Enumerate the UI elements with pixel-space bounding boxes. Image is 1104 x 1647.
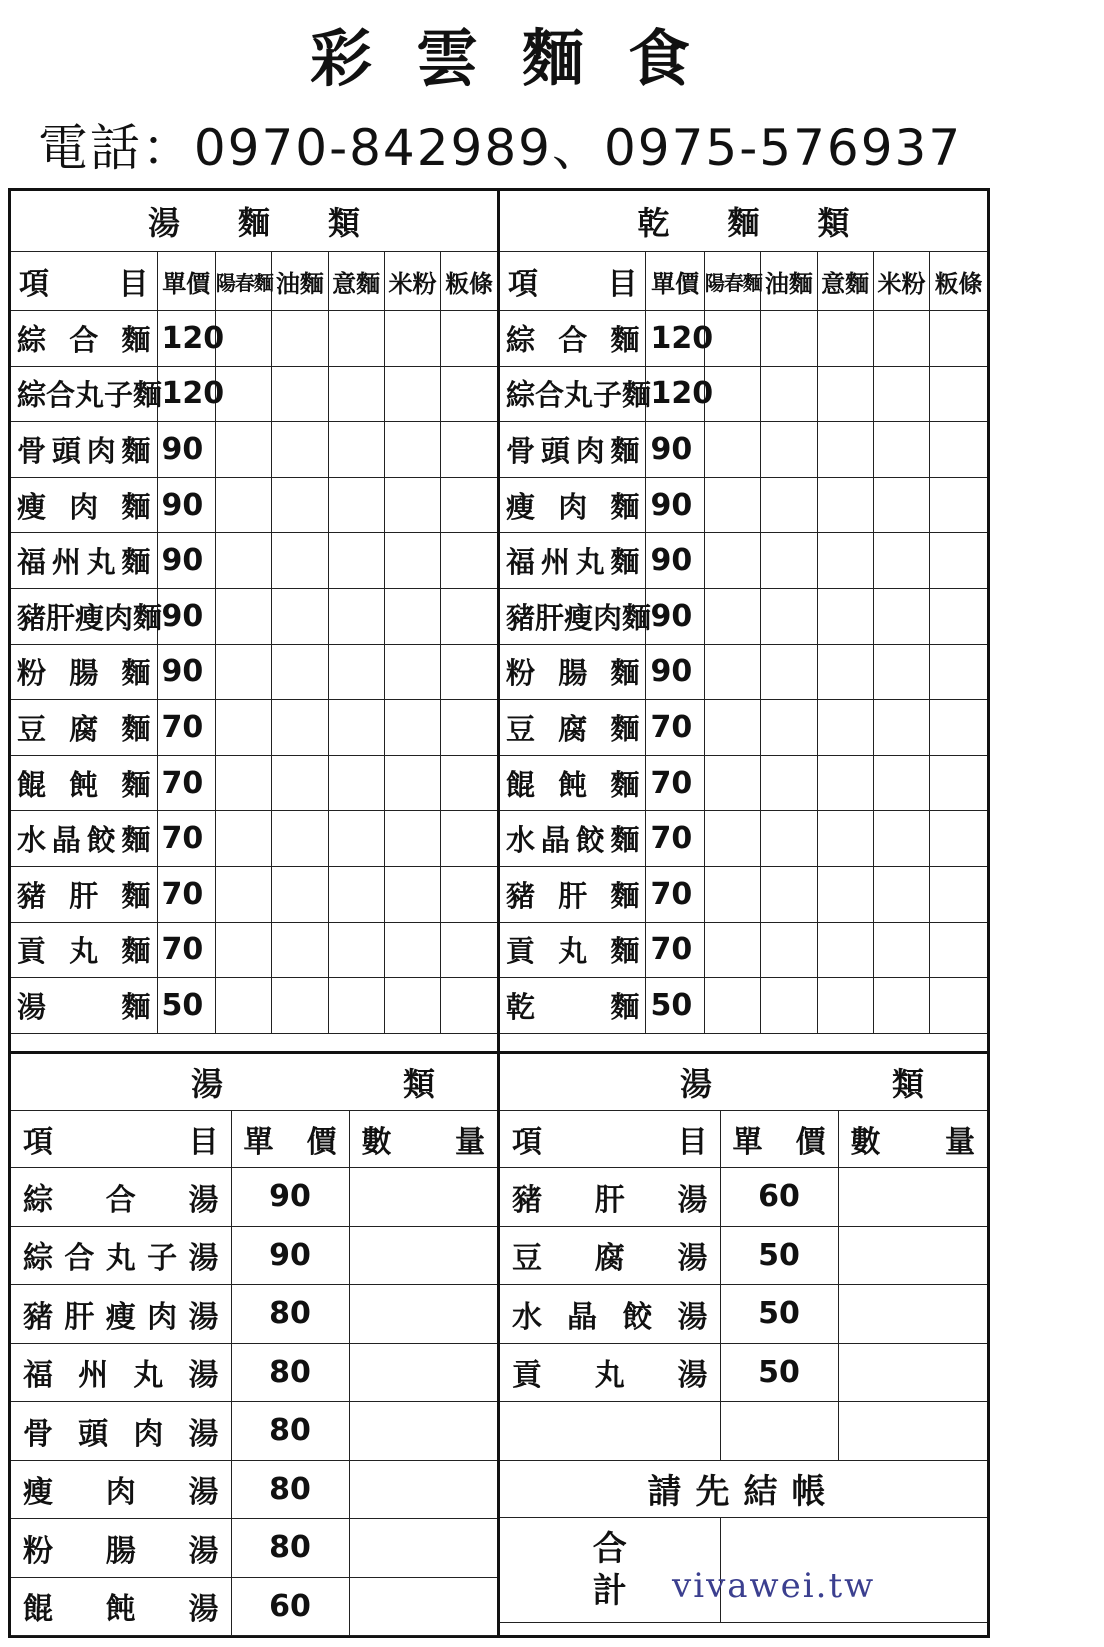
quantity-cell[interactable] (817, 422, 873, 478)
item-name: 豆腐湯 (500, 1226, 720, 1285)
section-title: 乾麵類 (500, 191, 987, 252)
item-price: 70 (646, 866, 704, 922)
item-price: 90 (157, 644, 215, 700)
item-name: 水晶餃麵 (11, 811, 157, 867)
quantity-cell[interactable] (930, 311, 987, 367)
item-price: 80 (231, 1519, 349, 1578)
quantity-cell[interactable] (441, 422, 497, 478)
item-name: 骨頭肉麵 (11, 422, 157, 478)
quantity-cell[interactable] (930, 422, 987, 478)
quantity-cell[interactable] (328, 811, 384, 867)
quantity-cell[interactable] (930, 811, 987, 867)
quantity-cell[interactable] (761, 422, 817, 478)
column-header: 單價 (231, 1111, 349, 1168)
quantity-cell[interactable] (873, 866, 929, 922)
quantity-cell[interactable] (817, 700, 873, 756)
item-price: 70 (157, 866, 215, 922)
item-price: 90 (157, 422, 215, 478)
item-name: 水晶餃湯 (500, 1285, 720, 1344)
item-price: 90 (646, 477, 704, 533)
quantity-cell[interactable] (873, 978, 929, 1034)
quantity-cell[interactable] (328, 755, 384, 811)
table-row (500, 755, 987, 811)
table-row (11, 1460, 497, 1519)
item-name: 骨頭肉湯 (11, 1402, 231, 1461)
quantity-cell[interactable] (817, 477, 873, 533)
quantity-cell[interactable] (704, 978, 760, 1034)
pay-first-note: 請先結帳 (500, 1460, 987, 1517)
column-headers (500, 1111, 987, 1168)
quantity-cell[interactable] (215, 811, 271, 867)
quantity-cell[interactable] (704, 755, 760, 811)
quantity-cell[interactable] (384, 866, 440, 922)
table-row (11, 533, 497, 589)
item-price: 50 (646, 978, 704, 1034)
table-row (11, 1343, 497, 1402)
column-headers (500, 252, 987, 311)
table-row (500, 1343, 987, 1402)
item-name: 粉腸麵 (11, 644, 157, 700)
item-name: 豬肝湯 (500, 1168, 720, 1227)
quantity-cell[interactable] (349, 1285, 497, 1344)
item-name: 粉腸麵 (500, 644, 646, 700)
quantity-cell[interactable] (272, 533, 328, 589)
quantity-cell[interactable] (328, 311, 384, 367)
quantity-cell[interactable] (817, 922, 873, 978)
quantity-cell[interactable] (215, 533, 271, 589)
quantity-cell[interactable] (441, 978, 497, 1034)
column-header: 陽春麵 (704, 252, 760, 311)
quantity-cell[interactable] (817, 533, 873, 589)
quantity-cell[interactable] (328, 700, 384, 756)
quantity-cell[interactable] (817, 866, 873, 922)
column-header: 意麵 (328, 252, 384, 311)
quantity-cell[interactable] (704, 588, 760, 644)
quantity-cell[interactable] (349, 1460, 497, 1519)
quantity-cell[interactable] (349, 1226, 497, 1285)
quantity-cell[interactable] (272, 366, 328, 422)
item-price: 70 (157, 811, 215, 867)
table-row (11, 422, 497, 478)
column-header: 意麵 (817, 252, 873, 311)
quantity-cell[interactable] (838, 1168, 987, 1227)
quantity-cell[interactable] (384, 811, 440, 867)
item-price: 90 (646, 588, 704, 644)
item-price: 60 (720, 1168, 838, 1227)
quantity-cell[interactable] (930, 978, 987, 1034)
item-name: 豬肝麵 (11, 866, 157, 922)
item-name: 貢丸麵 (11, 922, 157, 978)
quantity-cell[interactable] (873, 588, 929, 644)
item-name: 福州丸麵 (11, 533, 157, 589)
section-title: 湯類 (11, 1054, 497, 1111)
item-price: 80 (231, 1343, 349, 1402)
table-row (11, 588, 497, 644)
item-price: 120 (157, 311, 215, 367)
quantity-cell[interactable] (272, 700, 328, 756)
item-name: 綜合丸子麵 (500, 366, 646, 422)
item-price: 80 (231, 1460, 349, 1519)
item-name: 綜合丸子麵 (11, 366, 157, 422)
table-row (11, 366, 497, 422)
table-row (500, 533, 987, 589)
item-price: 50 (720, 1226, 838, 1285)
quantity-cell[interactable] (873, 755, 929, 811)
quantity-cell[interactable] (761, 922, 817, 978)
item-price: 90 (231, 1168, 349, 1227)
quantity-cell[interactable] (817, 588, 873, 644)
quantity-cell[interactable] (215, 700, 271, 756)
table-row (11, 311, 497, 367)
item-price: 80 (231, 1285, 349, 1344)
item-price: 120 (646, 366, 704, 422)
column-header: 項目 (500, 1111, 720, 1168)
table-row (500, 1402, 987, 1461)
table-row (11, 755, 497, 811)
item-price: 70 (646, 700, 704, 756)
table-row (500, 978, 987, 1034)
quantity-cell[interactable] (328, 366, 384, 422)
column-header: 單價 (157, 252, 215, 311)
item-price: 70 (157, 700, 215, 756)
quantity-cell[interactable] (215, 477, 271, 533)
quantity-cell[interactable] (349, 1577, 497, 1636)
column-header: 數量 (349, 1111, 497, 1168)
soups-right-section (500, 1051, 1104, 1638)
quantity-cell[interactable] (873, 533, 929, 589)
column-header: 數量 (838, 1111, 987, 1168)
quantity-cell[interactable] (930, 755, 987, 811)
quantity-cell[interactable] (215, 866, 271, 922)
table-row (11, 644, 497, 700)
quantity-cell[interactable] (761, 477, 817, 533)
item-name: 綜合丸子湯 (11, 1226, 231, 1285)
quantity-cell[interactable] (930, 477, 987, 533)
blank-cell (500, 1402, 720, 1461)
table-row (11, 866, 497, 922)
quantity-cell[interactable] (272, 644, 328, 700)
item-name: 粉腸湯 (11, 1519, 231, 1578)
column-header: 油麵 (272, 252, 328, 311)
quantity-cell[interactable] (761, 700, 817, 756)
table-row (11, 1226, 497, 1285)
quantity-cell[interactable] (873, 477, 929, 533)
item-name: 福州丸湯 (11, 1343, 231, 1402)
quantity-cell[interactable] (930, 700, 987, 756)
item-name: 綜合麵 (11, 311, 157, 367)
quantity-cell[interactable] (817, 755, 873, 811)
quantity-cell[interactable] (441, 533, 497, 589)
column-headers (11, 1111, 497, 1168)
quantity-cell[interactable] (215, 588, 271, 644)
item-name: 瘦肉麵 (500, 477, 646, 533)
quantity-cell[interactable] (272, 755, 328, 811)
quantity-cell[interactable] (873, 700, 929, 756)
item-name: 骨頭肉麵 (500, 422, 646, 478)
quantity-cell[interactable] (441, 588, 497, 644)
quantity-cell[interactable] (215, 922, 271, 978)
quantity-cell[interactable] (704, 811, 760, 867)
quantity-cell[interactable] (873, 366, 929, 422)
item-price: 70 (646, 922, 704, 978)
quantity-cell[interactable] (328, 866, 384, 922)
item-price: 90 (157, 477, 215, 533)
quantity-cell[interactable] (704, 422, 760, 478)
quantity-cell[interactable] (930, 922, 987, 978)
quantity-cell[interactable] (704, 922, 760, 978)
quantity-cell[interactable] (441, 477, 497, 533)
table-row (11, 1519, 497, 1578)
quantity-cell[interactable] (873, 922, 929, 978)
item-price: 120 (157, 366, 215, 422)
quantity-cell[interactable] (384, 644, 440, 700)
item-price: 90 (646, 533, 704, 589)
quantity-cell[interactable] (384, 366, 440, 422)
quantity-cell[interactable] (761, 366, 817, 422)
quantity-cell[interactable] (384, 311, 440, 367)
quantity-cell[interactable] (873, 644, 929, 700)
item-name: 瘦肉麵 (11, 477, 157, 533)
item-price: 90 (646, 422, 704, 478)
table-row (11, 811, 497, 867)
quantity-cell[interactable] (761, 588, 817, 644)
quantity-cell[interactable] (384, 978, 440, 1034)
table-row (11, 978, 497, 1034)
quantity-cell[interactable] (272, 311, 328, 367)
quantity-cell[interactable] (215, 422, 271, 478)
quantity-cell[interactable] (817, 811, 873, 867)
column-header: 陽春麵 (215, 252, 271, 311)
quantity-cell[interactable] (349, 1402, 497, 1461)
blank-cell (720, 1402, 838, 1461)
quantity-cell[interactable] (441, 811, 497, 867)
item-price: 80 (231, 1402, 349, 1461)
quantity-cell[interactable] (349, 1519, 497, 1578)
item-price: 70 (157, 922, 215, 978)
quantity-cell[interactable] (215, 644, 271, 700)
item-price: 70 (646, 755, 704, 811)
quantity-cell[interactable] (930, 366, 987, 422)
quantity-cell[interactable] (930, 533, 987, 589)
item-name: 瘦肉湯 (11, 1460, 231, 1519)
quantity-cell[interactable] (704, 700, 760, 756)
quantity-cell[interactable] (328, 588, 384, 644)
item-name: 水晶餃麵 (500, 811, 646, 867)
quantity-cell[interactable] (704, 644, 760, 700)
section-title: 湯類 (500, 1054, 987, 1111)
table-row (500, 922, 987, 978)
quantity-cell[interactable] (817, 311, 873, 367)
quantity-cell[interactable] (441, 866, 497, 922)
quantity-cell[interactable] (384, 922, 440, 978)
quantity-cell[interactable] (272, 922, 328, 978)
quantity-cell[interactable] (272, 811, 328, 867)
quantity-cell[interactable] (761, 311, 817, 367)
quantity-cell[interactable] (384, 700, 440, 756)
item-name: 餛飩麵 (11, 755, 157, 811)
quantity-cell[interactable] (441, 755, 497, 811)
quantity-cell[interactable] (838, 1285, 987, 1344)
quantity-cell[interactable] (761, 644, 817, 700)
table-row (500, 1285, 987, 1344)
quantity-cell[interactable] (384, 588, 440, 644)
quantity-cell[interactable] (328, 477, 384, 533)
quantity-cell[interactable] (704, 866, 760, 922)
quantity-cell[interactable] (384, 422, 440, 478)
quantity-cell[interactable] (328, 978, 384, 1034)
item-price: 50 (720, 1285, 838, 1344)
quantity-cell[interactable] (817, 978, 873, 1034)
blank-cell (838, 1402, 987, 1461)
column-header: 粄條 (441, 252, 497, 311)
dry-noodles-section (500, 191, 987, 1051)
phone-number: 電話：0970-842989、0975-576937 (37, 119, 963, 177)
item-price: 120 (646, 311, 704, 367)
quantity-cell[interactable] (272, 422, 328, 478)
table-row (500, 311, 987, 367)
column-header: 油麵 (761, 252, 817, 311)
table-row (500, 644, 987, 700)
quantity-cell[interactable] (272, 477, 328, 533)
table-row (500, 366, 987, 422)
quantity-cell[interactable] (761, 866, 817, 922)
item-name: 福州丸麵 (500, 533, 646, 589)
quantity-cell[interactable] (704, 477, 760, 533)
quantity-cell[interactable] (761, 978, 817, 1034)
quantity-cell[interactable] (817, 366, 873, 422)
table-row (11, 700, 497, 756)
quantity-cell[interactable] (215, 755, 271, 811)
item-price: 70 (646, 811, 704, 867)
quantity-cell[interactable] (272, 978, 328, 1034)
table-row (500, 1226, 987, 1285)
column-header: 米粉 (384, 252, 440, 311)
item-name: 綜合湯 (11, 1168, 231, 1227)
table-row (11, 1285, 497, 1344)
quantity-cell[interactable] (384, 477, 440, 533)
column-header: 米粉 (873, 252, 929, 311)
quantity-cell[interactable] (873, 422, 929, 478)
order-form (8, 188, 1104, 1638)
total-label: 合 計 (500, 1517, 720, 1622)
item-name: 貢丸麵 (500, 922, 646, 978)
item-name: 豬肝瘦肉麵 (11, 588, 157, 644)
quantity-cell[interactable] (441, 700, 497, 756)
quantity-cell[interactable] (441, 366, 497, 422)
item-name: 貢丸湯 (500, 1343, 720, 1402)
item-price: 60 (231, 1577, 349, 1636)
watermark: vivawei.tw (672, 1566, 876, 1606)
quantity-cell[interactable] (441, 922, 497, 978)
quantity-cell[interactable] (761, 533, 817, 589)
quantity-cell[interactable] (328, 922, 384, 978)
table-row (500, 477, 987, 533)
quantity-cell[interactable] (930, 644, 987, 700)
quantity-cell[interactable] (441, 311, 497, 367)
quantity-cell[interactable] (930, 866, 987, 922)
quantity-cell[interactable] (384, 755, 440, 811)
quantity-cell[interactable] (441, 644, 497, 700)
table-row (11, 1168, 497, 1227)
item-name: 餛飩湯 (11, 1577, 231, 1636)
table-row (11, 477, 497, 533)
item-name: 乾麵 (500, 978, 646, 1034)
quantity-cell[interactable] (817, 644, 873, 700)
item-price: 90 (646, 644, 704, 700)
quantity-cell[interactable] (930, 588, 987, 644)
table-row (500, 422, 987, 478)
item-name: 綜合麵 (500, 311, 646, 367)
soup-noodles-section (11, 191, 500, 1051)
item-name: 豬肝麵 (500, 866, 646, 922)
quantity-cell[interactable] (873, 811, 929, 867)
item-name: 餛飩麵 (500, 755, 646, 811)
quantity-cell[interactable] (349, 1168, 497, 1227)
table-row (500, 811, 987, 867)
quantity-cell[interactable] (215, 978, 271, 1034)
item-price: 70 (157, 755, 215, 811)
table-row (500, 866, 987, 922)
item-price: 90 (157, 533, 215, 589)
quantity-cell[interactable] (704, 533, 760, 589)
item-name: 豆腐麵 (500, 700, 646, 756)
item-name: 豆腐麵 (11, 700, 157, 756)
quantity-cell[interactable] (873, 311, 929, 367)
table-row (11, 1577, 497, 1636)
section-title: 湯麵類 (11, 191, 497, 252)
table-row (500, 588, 987, 644)
item-name: 豬肝瘦肉湯 (11, 1285, 231, 1344)
table-row (500, 1168, 987, 1227)
column-header: 項目 (11, 252, 157, 311)
item-price: 90 (231, 1226, 349, 1285)
shop-name: 彩雲麵食 (309, 22, 734, 95)
column-header: 粄條 (930, 252, 987, 311)
quantity-cell[interactable] (328, 422, 384, 478)
item-price: 90 (157, 588, 215, 644)
quantity-cell[interactable] (384, 533, 440, 589)
quantity-cell[interactable] (838, 1343, 987, 1402)
column-header: 單價 (646, 252, 704, 311)
quantity-cell[interactable] (838, 1226, 987, 1285)
item-price: 50 (157, 978, 215, 1034)
table-row (11, 922, 497, 978)
quantity-cell[interactable] (349, 1343, 497, 1402)
quantity-cell[interactable] (761, 811, 817, 867)
column-headers (11, 252, 497, 311)
item-price: 50 (720, 1343, 838, 1402)
column-header: 項目 (11, 1111, 231, 1168)
quantity-cell[interactable] (761, 755, 817, 811)
pay-note-row (500, 1460, 987, 1517)
quantity-cell[interactable] (328, 533, 384, 589)
item-name: 湯麵 (11, 978, 157, 1034)
table-row (500, 700, 987, 756)
item-name: 豬肝瘦肉麵 (500, 588, 646, 644)
table-row (11, 1402, 497, 1461)
quantity-cell[interactable] (272, 866, 328, 922)
quantity-cell[interactable] (328, 644, 384, 700)
quantity-cell[interactable] (272, 588, 328, 644)
column-header: 單價 (720, 1111, 838, 1168)
column-header: 項目 (500, 252, 646, 311)
